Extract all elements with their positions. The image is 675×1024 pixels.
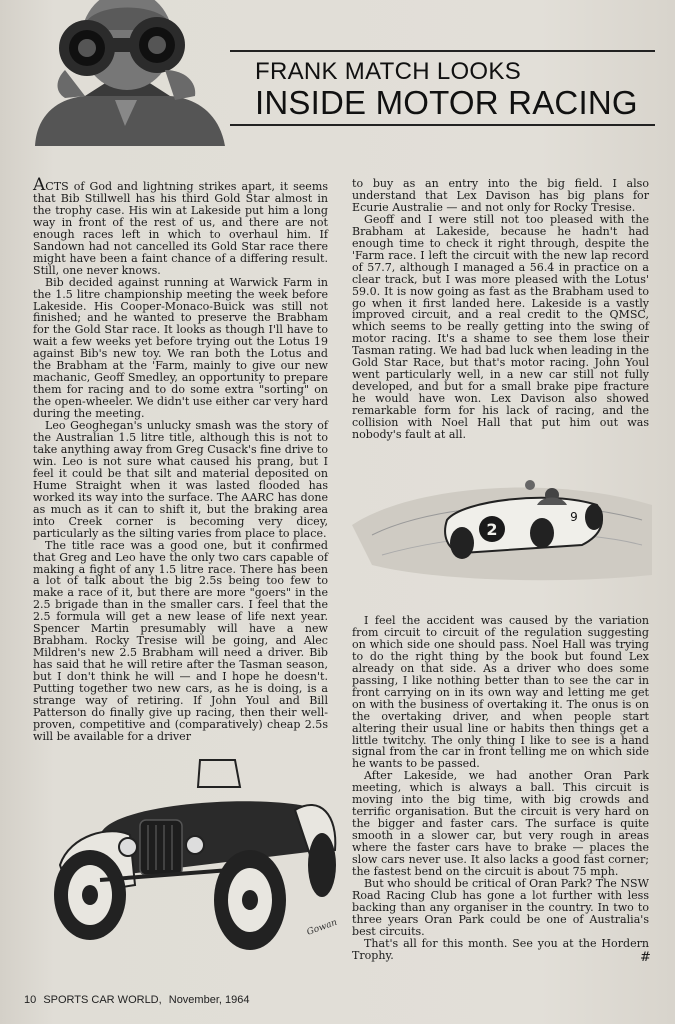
header-rule-top	[230, 50, 655, 52]
header-title: INSIDE MOTOR RACING	[255, 84, 638, 121]
issue-date: November, 1964	[168, 994, 250, 1006]
article-column-right-bottom	[352, 615, 649, 962]
article-column-right-top	[352, 178, 649, 441]
article-paragraph: That's all for this month. See you at the Hordern Trophy.	[352, 936, 649, 962]
vintage-car-illustration	[40, 755, 340, 955]
page-number: 10	[24, 994, 37, 1006]
artist-signature: Gowan	[305, 917, 339, 938]
article-paragraph: ACTS of God and lightning strikes apart, it seems that Bib Stillwell has his third Gold Star almost in the trophy case. His win at Lakeside put him a long way in front of the rest of us, and there are not enough races left in which to overhaul him. If Sandown had not cancelled its Gold Star race there might have been a faint chance of a differing result. Still, one never knows.	[33, 175, 328, 277]
article-paragraph: The title race was a good one, but it confirmed that Greg and Leo have the only two cars capable of making a fight of any 1.5 litre race. There has been a lot of talk about the big 2.5s being too few to make a race of it, but there are more "goers" in the 2.5 brigade than in the smaller cars. I feel that the 2.5 formula will get a new lease of life next year. Spencer Martin presumably will have a new Brabham. Rocky Tresise will be going, and Alec Mildren's new 2.5 Brabham will need a driver. Bib has said that he will retire after the Tasman season, but I don't think he will — and I hope he doesn't. Putting together two new cars, as he is doing, is a strange way of retiring. If John Youl and Bill Patterson do finally give up racing, then their well-proven, competitive and (comparatively) cheap 2.5s will be available for a driver	[33, 538, 328, 743]
drop-cap: A	[33, 175, 46, 195]
race-car-number: 2	[486, 520, 498, 539]
header-subtitle: FRANK MATCH LOOKS	[255, 58, 522, 85]
article-paragraph: But who should be critical of Oran Park? The NSW Road Racing Club has gone a lot further with less backing than any organiser in the country. In two to three years Oran Park could be one of Australia's best circuits.	[352, 876, 649, 938]
race-car-illustration	[352, 465, 652, 585]
race-car-number-small: 9	[570, 510, 578, 524]
article-paragraph: Bib decided against running at Warwick Farm in the 1.5 litre championship meeting the week before Lakeside. His Cooper-Monaco-Buick was still not finished; and he wanted to preserve the Brabham for the Gold Star race. It looks as though I'll have to wait a few weeks yet before trying out the Lotus 19 against Bib's new toy. We ran both the Lotus and the Brabham at the 'Farm, mainly to give our new machanic, Geoff Smedley, an opportunity to prepare them for racing and to do some extra "sorting" on the open-wheeler. We didn't use either car very hard during the meeting.	[33, 275, 329, 421]
article-paragraph: After Lakeside, we had another Oran Park meeting, which is always a ball. This circuit is moving into the big time, with big crowds and terrific organisation. But the circuit is very hard on the bigger and faster cars. The surface is quite smooth in a slower car, but very rough in areas where the faster cars have to brake — places the slow cars never use. It also lacks a good fast corner; the fastest bend on the circuit is about 75 mph.	[352, 769, 649, 879]
article-column-left	[33, 175, 329, 743]
article-paragraph: I feel the accident was caused by the variation from circuit to circuit of the regulation suggesting on which side one should pass. Noel Hall was trying to do the right thing by the book but found Lex already on that side. As a driver who does some passing, I like nothing better than to see the car in front carrying on in its own way and letting me get on with the business of overtaking it. The onus is on the overtaking driver, and when people start altering their usual line or habits then things get a little twitchy. The only thing I like to see is a hand signal from the car in front telling me on which side he wants to be passed.	[352, 614, 649, 771]
article-paragraph: to buy as an entry into the big field. I also understand that Lex Davison has big plans for Ecurie Australie — and not only for Rocky Tresise.	[352, 177, 649, 214]
end-mark: #	[640, 950, 651, 965]
header-rule-bottom	[230, 124, 655, 126]
article-paragraph: Leo Geoghegan's unlucky smash was the story of the Australian 1.5 litre title, although this is not to take anything away from Greg Cusack's fine drive to win. Leo is not sure what caused his prang, but I feel it could be that silt and material deposited on Hume Straight when it was lasted flooded has worked its way into the surface. The AARC has done as much as it can to shift it, but the braking area into Creek corner is becoming very dicey, particularly as the silting varies from place to place.	[33, 419, 328, 540]
page-footer	[24, 994, 253, 1006]
publication-name: SPORTS CAR WORLD,	[43, 994, 162, 1006]
binoculars-man-illustration	[25, 0, 230, 146]
article-paragraph: Geoff and I were still not too pleased with the Brabham at Lakeside, because he hadn't had enough time to check it right through, despite the 'Farm race. I left the circuit with the new lap record of 57.7, although I managed a 56.4 in practice on a clear track, but I was more pleased with the Lotus' 59.0. It is now going as fast as the Brabham used to go when it first landed here. Lakeside is a vastly improved circuit, and a real credit to the QMSC, which seems to be really getting into the swing of motor racing. It's a shame to see them lose their Tasman rating. We had bad luck when leading in the Gold Star Race, but that's motor racing. John Youl went particularly well, in a new car still not fully developed, and but for a small brake pipe fracture he would have won. Lex Davison also showed remarkable form for his lack of racing, and the collision with Noel Hall that put him out was nobody's fault at all.	[352, 212, 649, 442]
